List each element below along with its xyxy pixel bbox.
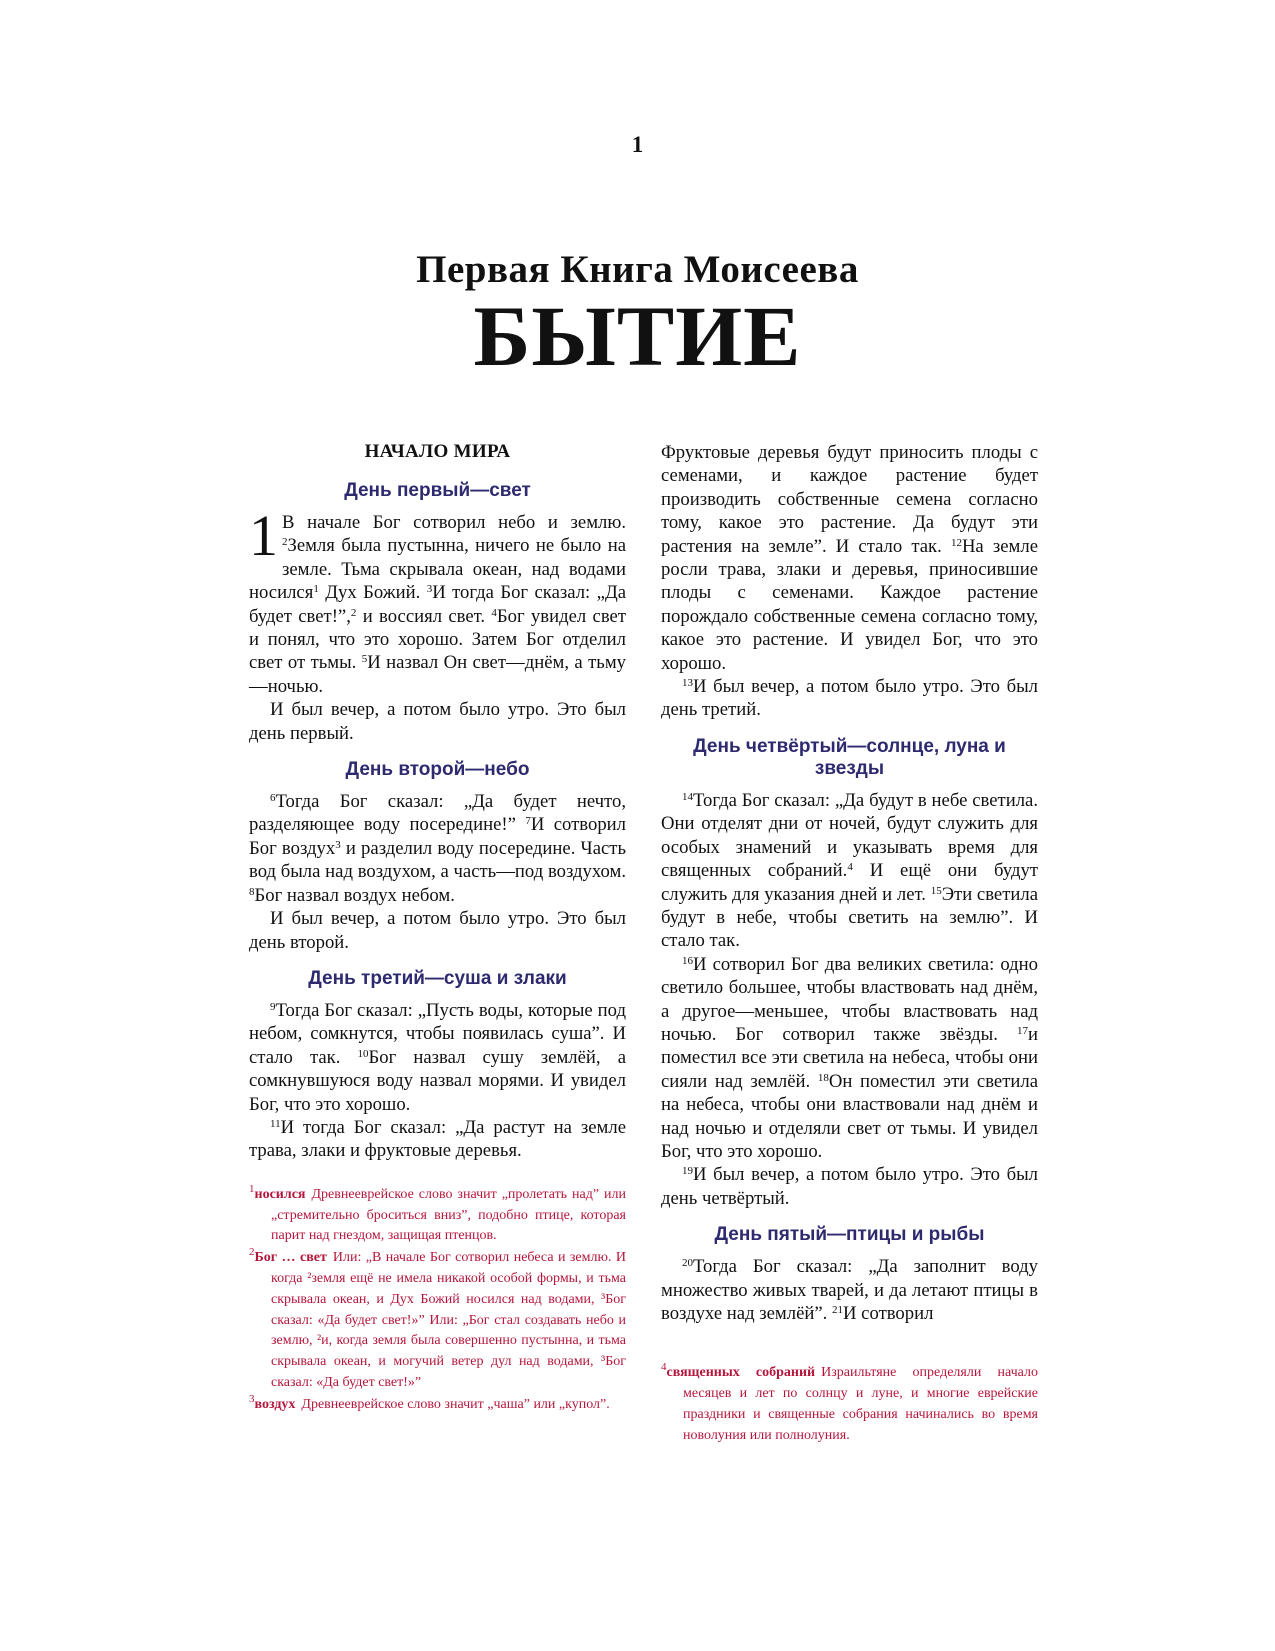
footnote-ref-2[interactable]: 2	[350, 606, 357, 619]
footnote-number: 1	[249, 1182, 255, 1195]
footnote-text: Древнееврейское слово значит „пролетать над” или „стремительно броситься вниз”, подобно птице, которая парит над гнездом, защищая птенцов.	[271, 1186, 626, 1244]
right-footnotes	[661, 1363, 1038, 1446]
verse-number-6: 6	[270, 792, 276, 805]
footnote-2	[249, 1248, 626, 1394]
verse-number-17: 17	[1016, 1024, 1028, 1037]
footnote-term: воздух	[254, 1396, 296, 1412]
verse-5: И назвал Он свет—днём, а тьму—ночью.	[249, 652, 626, 697]
verse-4: Бог увидел свет и понял, что это хорошо. Затем Бог отделил свет от тьмы.	[249, 605, 627, 674]
paragraph-continuation	[661, 441, 1038, 675]
verse-number-3: 3	[426, 583, 433, 596]
verse-7-cont: и разделил воду посередине. Часть вод была над воздухом, а часть—под воздухом.	[249, 837, 626, 883]
footnote-3	[249, 1392, 626, 1416]
paragraph-day-two	[249, 790, 626, 907]
verse-14-cont: И ещё они будут служить для указания дней и лет.	[661, 860, 1038, 905]
right-column	[661, 441, 1038, 1448]
heading-day-five: День пятый—птицы и рыбы	[714, 1224, 985, 1246]
verse-6: Тогда Бог сказал: „Да будет нечто, разделяющее воду посередине!”	[249, 791, 626, 836]
footnote-term: Бог … свет	[254, 1250, 327, 1266]
verse-number-11: 11	[270, 1117, 281, 1130]
verse-13: И был вечер, а потом было утро. Это был день третий.	[661, 676, 1038, 721]
footnote-number: 3	[249, 1392, 255, 1405]
paragraph-day-four	[661, 789, 1038, 953]
verse-8: Бог назвал воздух небом.	[254, 884, 455, 906]
verse-9: Тогда Бог сказал: „Пусть воды, которые под небом, сомкнутся, чтобы появилась суша”. И стало так.	[249, 999, 626, 1068]
paragraph-verse-19	[661, 1163, 1038, 1210]
footnote-number: 4	[661, 1361, 667, 1374]
paragraph-day-five	[661, 1255, 1038, 1325]
paragraph-evening-2: И был вечер, а потом было утро. Это был день второй.	[249, 908, 626, 953]
footnote-term: священных собраний	[666, 1365, 816, 1381]
verse-14: Тогда Бог сказал: „Да будут в небе светила. Они отделят дни от ночей, будут служить для особых знамений и указывать время для священных собраний.	[661, 789, 1038, 882]
verse-number-8: 8	[249, 885, 255, 898]
verse-12: На земле росли трава, злаки и деревья, приносившие плоды с семенами. Каждое растение порождало собственные семена согласно тому, какое это растение. И увидел Бог, что это хорошо.	[661, 535, 1038, 674]
verse-number-15: 15	[930, 884, 942, 897]
footnote-1	[249, 1182, 626, 1247]
chapter-number-dropcap: 1	[249, 503, 278, 568]
footnote-4	[661, 1363, 1038, 1446]
footnote-number: 2	[249, 1246, 255, 1259]
footnote-ref-1[interactable]: 1	[313, 583, 319, 596]
paragraph-verse-13	[661, 675, 1038, 722]
verse-19: И был вечер, а потом было утро. Это был день четвёртый.	[661, 1164, 1038, 1209]
verse-number-5: 5	[361, 653, 368, 666]
paragraph-verse-11	[249, 1116, 626, 1163]
heading-day-three: День третий—суша и злаки	[308, 967, 567, 989]
paragraph-day-three	[249, 999, 626, 1116]
verse-3: И тогда Бог сказал: „Да будет свет!”,	[249, 582, 626, 627]
footnote-text: Израильтяне определяли начало месяцев и лет по солнцу и луне, и многие еврейские праздники и священные собрания начинались во время новолуния или полнолуния.	[683, 1365, 1038, 1443]
footnote-ref-4[interactable]: 4	[847, 861, 853, 874]
verse-number-21: 21	[832, 1304, 844, 1316]
paragraph-evening-1: И был вечер, а потом было утро. Это был день первый.	[249, 699, 626, 744]
heading-day-two: День второй—небо	[345, 759, 530, 781]
footnote-term: носился	[254, 1186, 306, 1202]
verse-number-9: 9	[270, 1000, 276, 1013]
heading-day-four: День четвёртый—солнце, луна и звезды	[693, 735, 1006, 779]
page-number: 1	[631, 132, 644, 157]
footnote-text: Древнееврейское слово значит „чаша” или „купол”.	[301, 1396, 610, 1412]
footnote-ref-3[interactable]: 3	[335, 838, 341, 851]
book-subtitle: Первая Книга Моисеева	[416, 248, 859, 291]
verse-3-cont: и воссиял свет.	[356, 605, 486, 627]
verse-16: И сотворил Бог два великих светила: одно светило большее, чтобы властвовать над днём, а другое—меньшее, чтобы властвовать над ночью. Бог сотворил также звёзды.	[661, 953, 1038, 1045]
footnote-text: Или: „В начале Бог сотворил небеса и землю. И когда ²земля ещё не имела никакой особой формы, и тьма скрывала океан, и Дух Божий носился над водами, ³Бог сказал: «Да будет свет!»” Или: „Бог стал создавать небо и землю, ²и, когда земля была совершенно пустынна, и тьма скрывала океан, и могучий ветер дул над водами, ³Бог сказал: «Да будет свет!»”	[271, 1250, 626, 1390]
verse-7: И сотворил Бог воздух	[249, 814, 626, 859]
book-title: БЫТИЕ	[473, 288, 802, 384]
verse-11-cont: Фруктовые деревья будут приносить плоды с семенами, и каждое растение будет производить собственные семена согласно тому, какое это растение. Да будут эти растения на земле”. И стало так.	[661, 442, 1038, 557]
verse-number-2: 2	[282, 536, 288, 549]
paragraph-day-one	[249, 503, 627, 698]
verse-number-19: 19	[682, 1165, 693, 1178]
verse-11: И тогда Бог сказал: „Да растут на земле трава, злаки и фруктовые деревья.	[249, 1116, 626, 1162]
verse-10: Бог назвал сушу землёй, а сомкнувшуюся воду назвал морями. И увидел Бог, что это хорошо.	[249, 1046, 626, 1115]
verse-number-13: 13	[682, 677, 693, 690]
verse-17: и поместил все эти светила на небеса, чтобы они сияли над землёй.	[661, 1023, 1038, 1092]
verse-number-20: 20	[682, 1257, 693, 1270]
verse-number-10: 10	[357, 1047, 369, 1060]
verse-20: Тогда Бог сказал: „Да заполнит воду множество живых тварей, и да летают птицы в воздухе над землёй”.	[661, 1256, 1038, 1324]
verse-number-7: 7	[525, 815, 531, 828]
verse-1: В начале Бог сотворил небо и землю.	[282, 512, 626, 533]
left-footnotes	[249, 1182, 626, 1416]
section-title: НАЧАЛО МИРА	[364, 441, 511, 462]
verse-number-16: 16	[682, 954, 693, 967]
verse-number-14: 14	[682, 790, 693, 803]
paragraph-verse-16	[661, 953, 1038, 1164]
verse-21: И сотворил	[843, 1303, 934, 1324]
verse-number-18: 18	[817, 1071, 829, 1084]
verse-number-12: 12	[950, 536, 962, 549]
heading-day-one: День первый—свет	[344, 480, 531, 501]
verse-number-4: 4	[491, 606, 497, 619]
verse-15: Эти светила будут в небе, чтобы светить на землю”. И стало так.	[661, 883, 1039, 952]
verse-2-cont: Дух Божий.	[318, 582, 421, 604]
verse-2: Земля была пустынна, ничего не было на земле. Тьма скрывала океан, над водами носился	[249, 535, 626, 604]
verse-18: Он поместил эти светила на небеса, чтобы они властвовали над днём и над ночью и отделяли свет от тьмы. И увидел Бог, что это хорошо.	[661, 1070, 1038, 1162]
left-column	[249, 441, 626, 1417]
